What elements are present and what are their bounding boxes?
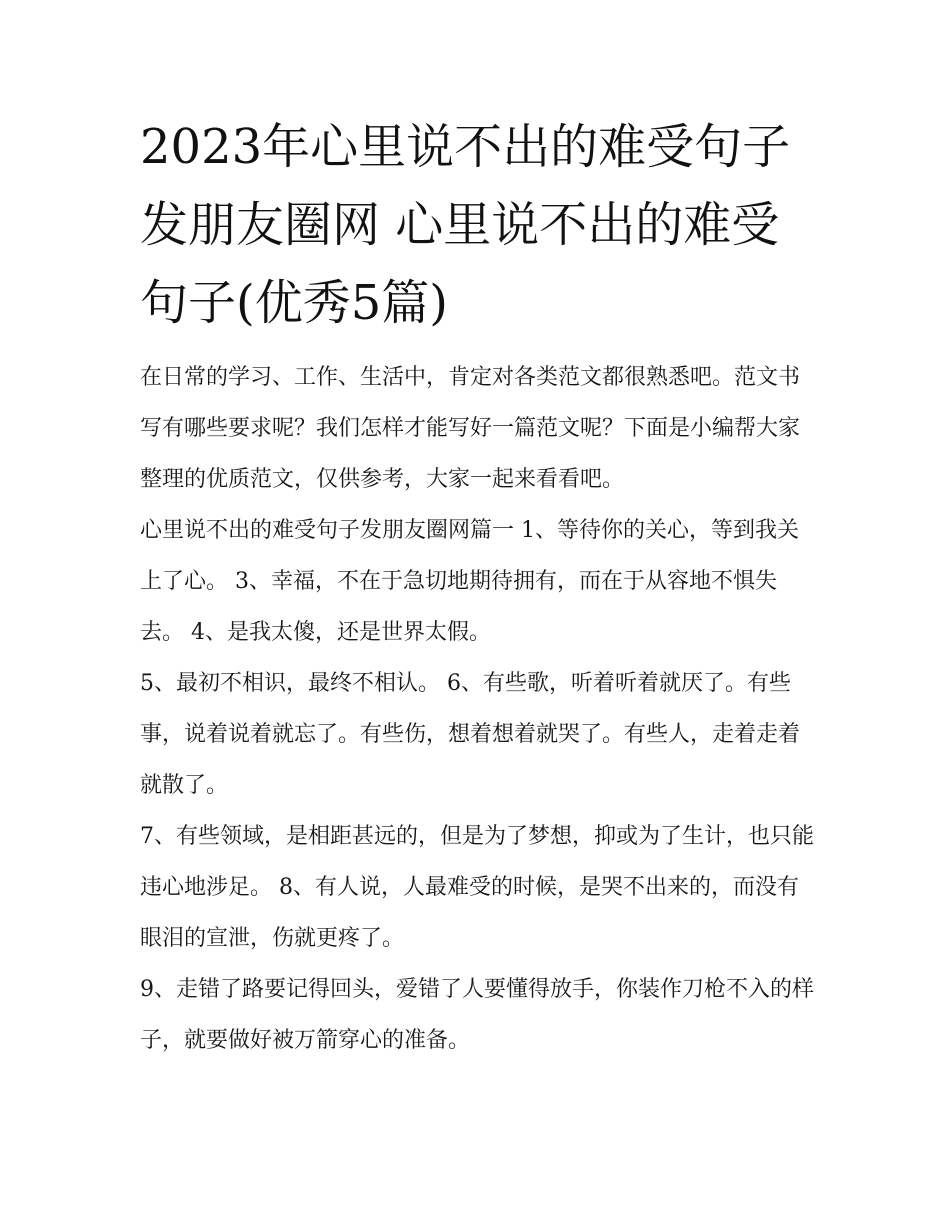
- document-body: [140, 352, 820, 1066]
- intro-paragraph: 在日常的学习、工作、生活中，肯定对各类范文都很熟悉吧。范文书写有哪些要求呢？我们怎样才能写好一篇范文呢？下面是小编帮大家整理的优质范文，仅供参考，大家一起来看看吧。: [140, 365, 801, 492]
- document-title: 2023年心里说不出的难受句子发朋友圈网 心里说不出的难受句子(优秀5篇): [140, 119, 791, 331]
- section-paragraph-3: 7、有些领域，是相距甚远的，但是为了梦想，抑或为了生计，也只能违心地涉足。 8、有人说，人最难受的时候，是哭不出来的，而没有眼泪的宣泄，伤就更疼了。: [140, 824, 814, 951]
- section-paragraph-4: 9、走错了路要记得回头，爱错了人要懂得放手，你装作刀枪不入的样子，就要做好被万箭穿心的准备。: [140, 977, 814, 1053]
- section-paragraph-1: 心里说不出的难受句子发朋友圈网篇一 1、等待你的关心，等到我关上了心。 3、幸福，不在于急切地期待拥有，而在于从容地不惧失去。 4、是我太傻，还是世界太假。: [140, 518, 799, 645]
- section-paragraph-2: 5、最初不相识，最终不相认。 6、有些歌，听着听着就厌了。有些事，说着说着就忘了。有些伤，想着想着就哭了。有些人，走着走着就散了。: [140, 671, 801, 798]
